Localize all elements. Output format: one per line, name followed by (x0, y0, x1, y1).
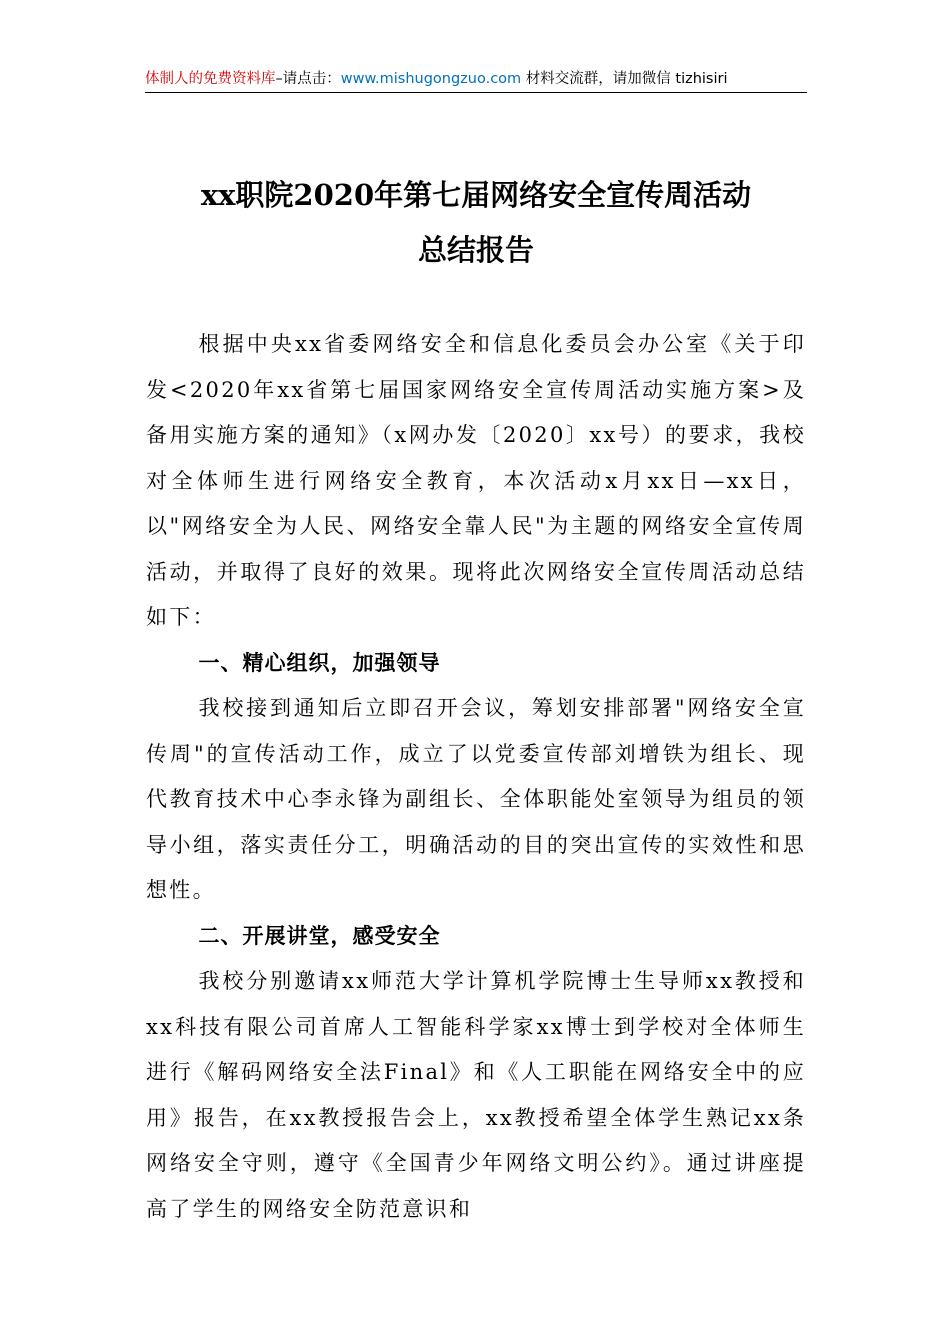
header-prompt: –请点击： (275, 71, 341, 87)
section-paragraph: 我校分别邀请xx师范大学计算机学院博士生导师xx教授和xx科技有限公司首席人工智能科学家xx博士到学校对全体师生进行《解码网络安全法Final》和《人工职能在网络安全中的应用》报告，在xx教授报告会上，xx教授希望全体学生熟记xx条网络安全守则，遵守《全国青少年网络文明公约》。通过讲座提高了学生的网络安全防范意识和 (146, 969, 806, 1221)
section-paragraph: 我校接到通知后立即召开会议，筹划安排部署"网络安全宣传周"的宣传活动工作，成立了以党委宣传部刘增铁为组长、现代教育技术中心李永锋为副组长、全体职能处室领导为组员的领导小组，落实责任分工，明确活动的目的突出宣传的实效性和思想性。 (146, 696, 806, 902)
section-heading: 一、精心组织，加强领导 (198, 650, 441, 675)
page-header (145, 66, 807, 93)
title-line-1: xx职院2020年第七届网络安全宣传周活动 (200, 178, 752, 212)
header-url-link[interactable]: www.mishugongzuo.com (340, 71, 522, 87)
document-body (146, 322, 806, 1232)
document-title (120, 168, 832, 278)
header-tail: 材料交流群，请加微信 tizhisiri (521, 71, 728, 87)
header-brand: 体制人的免费资料库 (145, 71, 276, 87)
section-heading: 二、开展讲堂，感受安全 (198, 923, 441, 948)
intro-paragraph: 根据中央xx省委网络安全和信息化委员会办公室《关于印发<2020年xx省第七届国家网络安全宣传周活动实施方案>及备用实施方案的通知》（x网办发〔2020〕xx号）的要求，我校对全体师生进行网络安全教育，本次活动x月xx日—xx日，以"网络安全为人民、网络安全靠人民"为主题的网络安全宣传周活动，并取得了良好的效果。现将此次网络安全宣传周活动总结如下： (146, 332, 806, 629)
title-line-2: 总结报告 (417, 233, 534, 267)
